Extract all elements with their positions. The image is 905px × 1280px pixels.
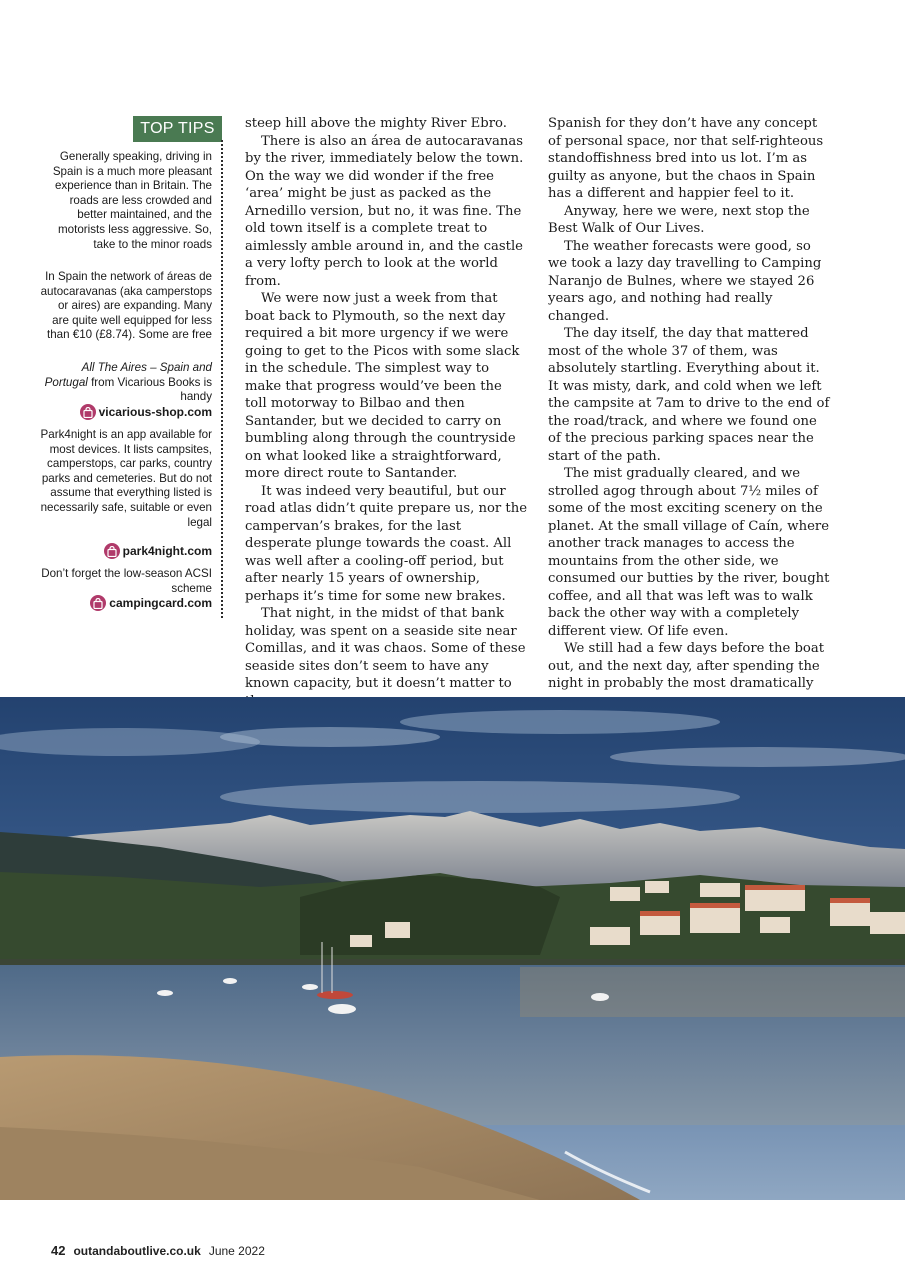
paragraph: We still had a few days before the boat out, and the next day, after spending the night in probably the most dramatically	[548, 641, 825, 691]
paragraph: That night, in the midst of that bank holiday, was spent on a seaside site near Comillas, and it was chaos. Some of these seaside sites don’t seem to have any known capacity, but it doesn’t matter to	[245, 606, 526, 691]
tip-park4night: Park4night is an app available for most devices. It lists campsites, camperstops, car parks, country parks and cemeteries. But do not assume that everything listed is necessarily safe, suitable or even legal	[40, 428, 212, 529]
link-text[interactable]: park4night.com	[122, 543, 212, 558]
top-tips-heading: TOP TIPS	[133, 116, 222, 142]
paragraph: Anyway, here we were, next stop the Best Walk of Our Lives.	[548, 203, 810, 236]
paragraph: The day itself, the day that mattered most of the whole 37 of them, was absolutely startling. Everything about it. It was misty, dark, and cold when we left the campsite at 7am to drive to the end of the road/track, and where we found one of the precious parking spaces near the start of the path.	[548, 326, 830, 464]
paragraph: steep hill above the mighty River Ebro.	[245, 116, 507, 131]
article-column-1	[245, 115, 527, 710]
tip-book	[40, 361, 212, 405]
tip-aires-network: In Spain the network of áreas de autocaravanas (aka camperstops or aires) are expanding. Many are quite well equipped for less than €10 (£8.74). Some are free	[40, 270, 212, 342]
park4night-link[interactable]	[104, 542, 212, 560]
paragraph: There is also an área de autocaravanas by the river, immediately below the town. On the way we did wonder if the free ‘area’ might be just as packed as the Arnedillo version, but no, it was fine. The old town itself is a complete treat to aimlessly amble around in, and the castle a very lofty perch to look at the world from.	[245, 133, 524, 289]
issue-date: June 2022	[208, 1244, 265, 1258]
book-note: from Vicarious Books is handy	[87, 375, 212, 404]
article-column-2	[548, 115, 830, 693]
vicarious-shop-link[interactable]	[80, 403, 212, 421]
shopping-bag-icon	[104, 543, 120, 559]
paragraph: The weather forecasts were good, so we took a lazy day travelling to Camping Naranjo de Bulnes, where we stayed 26 years ago, and nothing had really changed.	[548, 238, 822, 324]
sidebar-divider	[221, 140, 223, 618]
link-text[interactable]: vicarious-shop.com	[98, 404, 212, 419]
shopping-bag-icon	[90, 595, 106, 611]
paragraph: It was indeed very beautiful, but our road atlas didn’t quite prepare us, nor the campervan’s brakes, for the last desperate plunge towards the coast. All was well after a cooling-off period, but after nearly 15 years of ownership, perhaps it’s time for some new brakes.	[245, 483, 527, 604]
paragraph: Spanish for they don’t have any concept of personal space, nor that self-righteous standoffishness bred into us lot. I’m as guilty as anyone, but the chaos in Spain has a different and happier feel to it.	[548, 116, 824, 201]
shopping-bag-icon	[80, 404, 96, 420]
site-url[interactable]: outandaboutlive.co.uk	[73, 1244, 201, 1258]
tip-acsi: Don’t forget the low-season ACSI scheme	[41, 567, 212, 595]
page-number: 42	[51, 1243, 66, 1258]
paragraph: The mist gradually cleared, and we strolled agog through about 7½ miles of some of the most exciting scenery on the planet. At the small village of Caín, where another track manages to access the mountains from the other side, we consumed our butties by the river, bought coffee, and all that was left was to walk back the other way with a completely different view. Of life even.	[548, 466, 830, 639]
page-footer	[51, 1243, 265, 1258]
coastal-landscape-photo	[0, 697, 905, 1200]
book-title: All The Aires – Spain and Portugal	[44, 361, 212, 389]
paragraph: We were now just a week from that boat back to Plymouth, so the next day required a bit more urgency if we were going to get to the Picos with some slack in the schedule. The simplest way to make that progress would’ve been the toll motorway to Bilbao and then Santander, but we decided to carry on bumbling along through the countryside on what looked like a straightforward, more direct route to Santander.	[245, 291, 520, 481]
link-text[interactable]: campingcard.com	[109, 595, 212, 610]
tip-driving: Generally speaking, driving in Spain is a much more pleasant experience than in Britain. The roads are less crowded and better maintained, and the motorists less aggressive. So, take to the minor roads	[52, 150, 212, 251]
campingcard-link[interactable]	[90, 594, 212, 612]
